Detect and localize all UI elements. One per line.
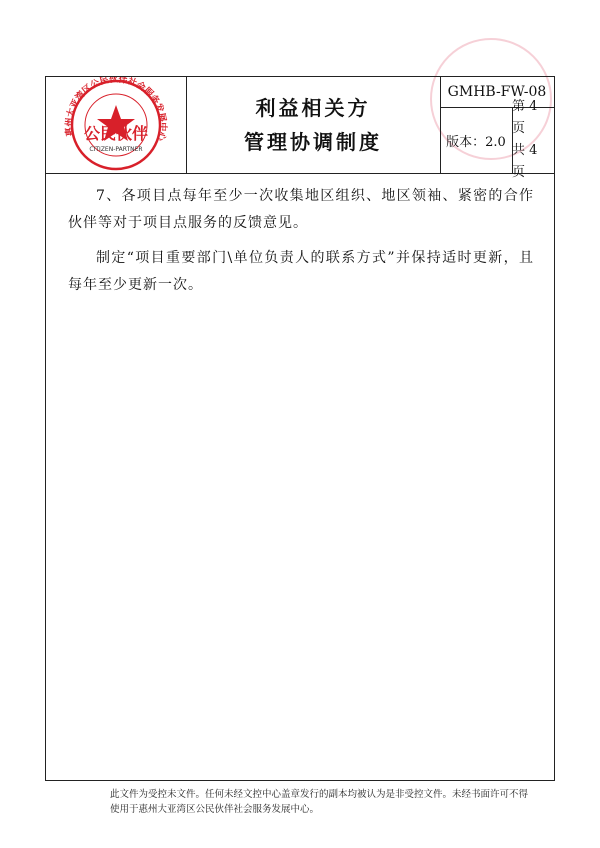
document-code: GMHB-FW-08 [440, 77, 554, 108]
page-info [512, 99, 554, 180]
organization-seal-logo [46, 77, 186, 173]
svg-text:惠州大亚湾区公民伙伴社会服务发展中心: 惠州大亚湾区公民伙伴社会服务发展中心 [64, 77, 168, 142]
document-title-line1: 利益相关方 [255, 96, 371, 120]
svg-text:CITIZEN-PARTNER: CITIZEN-PARTNER [89, 146, 143, 153]
title-cell [186, 77, 441, 173]
version-label: 版本：2.0 [440, 107, 513, 173]
footer-line2: 使用于惠州大亚湾区公民伙伴社会服务发展中心。 [110, 804, 320, 815]
document-title-line2: 管理协调制度 [244, 130, 382, 154]
document-footer [0, 787, 600, 817]
document-frame [45, 76, 555, 781]
page-current: 第 4 页 [512, 99, 538, 136]
svg-text:公民伙伴: 公民伙伴 [83, 124, 149, 143]
page-total: 共 4 页 [512, 143, 538, 180]
document-header [46, 77, 554, 180]
footer-line1: 此文件为受控未文件。任何未经文控中心盖章发行的副本均被认为是非受控文件。未经书面许可不得 [110, 789, 529, 800]
logo-cell [46, 77, 187, 173]
document-body [68, 183, 534, 307]
body-paragraph: 7、各项目点每年至少一次收集地区组织、地区领袖、紧密的合作伙伴等对于项目点服务的反馈意见。 [68, 188, 534, 231]
body-paragraph: 制定“项目重要部门\单位负责人的联系方式”并保持适时更新，且每年至少更新一次。 [68, 250, 534, 293]
